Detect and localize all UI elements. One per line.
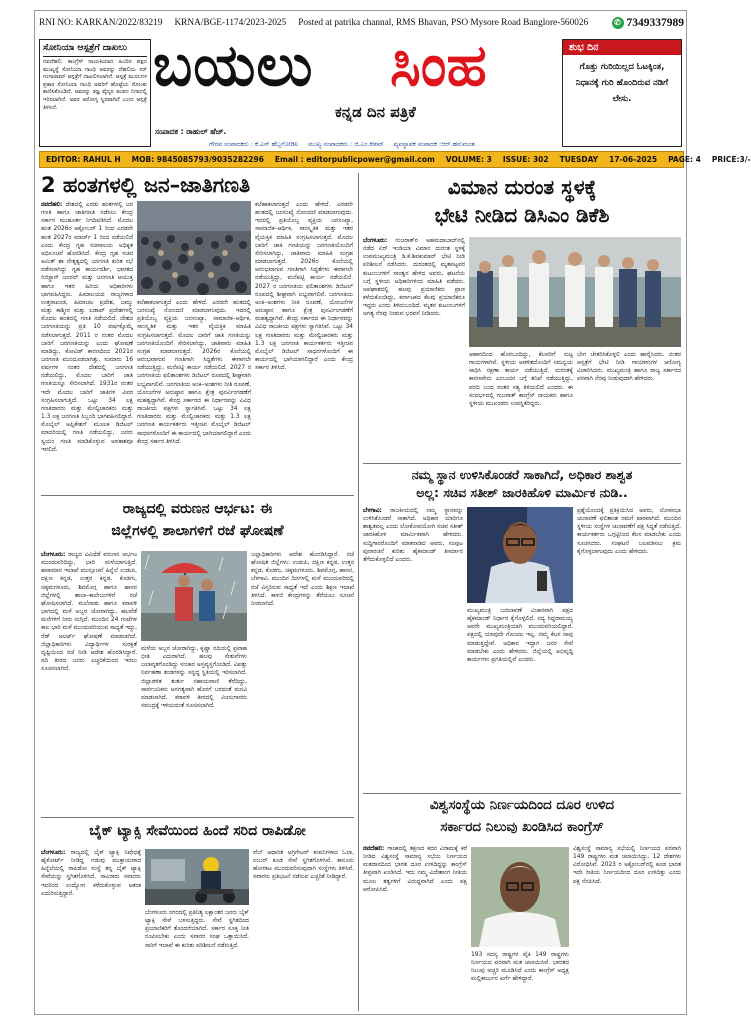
divider — [41, 817, 354, 818]
rain-headline-2: ಜಿಲ್ಲೆಗಳಲ್ಲಿ ಶಾಲಾಗಳಿಗೆ ರಜೆ ಘೋಷಣೆ — [111, 523, 284, 539]
rapido-photo — [145, 849, 249, 905]
satish-body-b: ಮುಖ್ಯಮಂತ್ರಿ ಬದಲಾವಣೆ ವಿಚಾರವಾಗಿ ಪಕ್ಷದ ಹೈಕಮಾಂಡ್ ನಿರ್ಧಾರ ಕೈಗೊಳ್ಳಲಿದೆ. ಸದ್ಯ ಸಿದ್ದರಾಮಯ್ಯ ಅವರೇ ಮುಖ್ಯಮಂತ್ರಿಯಾಗಿ ಮುಂದುವರಿಯಲಿದ್ದಾರೆ. ಪಕ್ಷದಲ್ಲಿ ಯಾವುದೇ ಗೊಂದಲ ಇಲ್ಲ. ನಮ್ಮ ಕೆಲಸ ನಾವು ಮಾಡುತ್ತಿದ್ದೇವೆ. ಅಧಿಕಾರ ಇದ್ದಾಗ ಜನರ ಸೇವೆ ಮಾಡಬೇಕು ಎಂದು ಹೇಳಿದರು. ಜಿಲ್ಲೆಯಲ್ಲಿ ಅಭಿವೃದ್ಧಿ ಕಾರ್ಯಗಳು ಪ್ರಗತಿಯಲ್ಲಿವೆ ಎಂದರು. — [467, 608, 573, 663]
whatsapp-icon: ✆ — [612, 17, 624, 29]
registration-strip — [39, 14, 684, 32]
info-email: Email : editorpublicpower@gmail.com — [274, 155, 435, 164]
rain-body-c: ಜಲ್ಲಾಧಿಕಾರಿಗಳು ಆದೇಶ ಹೊರಡಿಸಿದ್ದಾರೆ. ರಜೆ ಘೋಷಿತ ಜಿಲ್ಲೆಗಳು: ಉಡುಪಿ, ದಕ್ಷಿಣ ಕನ್ನಡ, ಉತ್ತರ ಕನ್ನಡ, ಕೊಡಗು, ಚಿಕ್ಕಮಗಳೂರು, ಶಿವಮೊಗ್ಗ, ಹಾಸನ, ಬೆಳಗಾವಿ. ಮುಂದಿನ ದಿನಗಳಲ್ಲಿ ಮಳೆ ಮುಂದುವರಿದಲ್ಲಿ ರಜೆ ವಿಸ್ತರಿಸುವ ಸಾಧ್ಯತೆ ಇದೆ ಎಂದು ಶಿಕ್ಷಣ ಇಲಾಖೆ ತಿಳಿಸಿದೆ. ಕಾಳಜಿ ಕೇಂದ್ರಗಳನ್ನು ತೆರೆಯಲು ಸೂಚನೆ ನೀಡಲಾಗಿದೆ. — [251, 552, 354, 607]
info-mob: MOB: 9845085793/9035282296 — [131, 155, 264, 164]
divider — [41, 495, 354, 496]
plane-crash-body-c: ಬೇಗ ಚೇತರಿಸಿಕೊಳ್ಳಲಿ ಎಂದು ಹಾರೈಸಿದರು. ನಂತರ ಆಸ್ಪತ್ರೆಗೆ ಭೇಟಿ ನೀಡಿ ಗಾಯಾಳುಗಳ ಆರೋಗ್ಯ ವಿಚಾರಿಸಿದರು. ಮುಖ್ಯಮಂತ್ರಿ ಹಾಗೂ ರಾಜ್ಯ ಸರ್ಕಾರದ ಪರವಾಗಿ ನೆರವು ನೀಡುವುದಾಗಿ ಹೇಳಿದರು. — [577, 352, 681, 383]
rain-body-b: ಮಳೆಯ ಅಬ್ಬರ ಜೋರಾಗಿದ್ದು, ಕೃಷ್ಣಾ ನದಿಯಲ್ಲಿ ಪ್ರವಾಹ ಭೀತಿ ಎದುರಾಗಿದೆ. ಹಲವು ಸೇತುವೆಗಳು ಜಲಾವೃತಗೊಂಡಿದ್ದು ಸಂಚಾರ ಅಸ್ತವ್ಯಸ್ತಗೊಂಡಿದೆ. ವಿಪತ್ತು ನಿರ್ವಹಣಾ ತಂಡಗಳನ್ನು ಸನ್ನದ್ಧ ಸ್ಥಿತಿಯಲ್ಲಿ ಇರಿಸಲಾಗಿದೆ. ಜಿಲ್ಲಾಡಳಿತ ತುರ್ತು ಸಹಾಯವಾಣಿ ತೆರೆದಿದ್ದು, ಸಾರ್ವಜನಿಕರು ಅನಗತ್ಯವಾಗಿ ಹೊರಗೆ ಬರದಂತೆ ಮನವಿ ಮಾಡಲಾಗಿದೆ. ಕರಾವಳಿ ತೀರದಲ್ಲಿ ಮೀನುಗಾರರು ಸಮುದ್ರಕ್ಕೆ ಇಳಿಯದಂತೆ ಸೂಚಿಸಲಾಗಿದೆ. — [141, 646, 247, 710]
credit-1: ಗೌರವ ಸಂಪಾದಕರು : ಕೆ.ಎನ್ ಹೆಬ್ಬಗೋಡಿನಿ — [209, 141, 299, 148]
column-divider — [358, 173, 359, 1011]
satish-photo — [467, 507, 573, 603]
tagline: ಕನ್ನಡ ದಿನ ಪತ್ರಿಕೆ — [335, 103, 416, 121]
satish-headline-2: ಅಲ್ಲ: ಸಚಿವ ಸತೀಶ್ ಜಾರಕಿಹೊಳಿ ಮಾರ್ಮಿಕ ನುಡಿ.. — [416, 485, 628, 500]
editor-line: ಸಂಪಾದಕ : ರಾಹುಲ್ ಹೆಚ್. — [155, 127, 227, 136]
satish-body-c: ಪ್ರಶ್ನೆಯೊಂದಕ್ಕೆ ಪ್ರತಿಕ್ರಿಯಿಸಿದ ಅವರು, ಲೋಕಸಭಾ ಚುನಾವಣೆ ಫಲಿತಾಂಶ ನಮಗೆ ಪಾಠವಾಗಿದೆ. ಮುಂದಿನ ಸ್ಥಳೀಯ ಸಂಸ್ಥೆಗಳ ಚುನಾವಣೆಗೆ ಪಕ್ಷ ಸಿದ್ಧತೆ ನಡೆಸುತ್ತಿದೆ. ಕಾರ್ಯಕರ್ತರು ಒಗ್ಗಟ್ಟಿನಿಂದ ಕೆಲಸ ಮಾಡಬೇಕು ಎಂದು ಸೂಚಿಸಿದರು. ಸಂಘಟನೆ ಬಲಪಡಿಸಲು ಕ್ರಮ ಕೈಗೊಳ್ಳಲಾಗುವುದು ಎಂದು ಹೇಳಿದರು. — [577, 508, 681, 555]
masthead-black: ಬಯಲು — [153, 31, 314, 99]
posted-info: Posted at patrika channal, RMS Bhavan, PSO Mysore Road Banglore-560026 — [298, 18, 589, 28]
dk-shivakumar-visit-photo — [469, 237, 681, 347]
caste-census-body-a: ನವದೆಹಲಿ: ದೇಶದಲ್ಲಿ ಎರಡು ಹಂತಗಳಲ್ಲಿ ಜನ ಗಣತಿ ಹಾಗೂ ಜಾತಿಗಣತಿ ನಡೆಸಲು ಕೇಂದ್ರ ಸರ್ಕಾರ ಮುಹೂರ್ತ ನಿಗದಿಪಡಿಸಿದೆ. ಮೊದಲ ಹಂತ 2026ರ ಅಕ್ಟೋಬರ್ 1 ರಿಂದ ಎರಡನೇ ಹಂತ 2027ರ ಮಾರ್ಚ್ 1 ರಿಂದ ನಡೆಯಲಿದೆ ಎಂದು ಕೇಂದ್ರ ಗೃಹ ಸಚಿವಾಲಯ ಅಧಿಕೃತ ಅಧಿಸೂಚನೆ ಹೊರಡಿಸಿದೆ. ಕೇಂದ್ರ ಗೃಹ ಸಚಿವ ಅಮಿತ್ ಶಾ ನೇತೃತ್ವದಲ್ಲಿ ಜನಗಣತಿ ಕುರಿತ ಸಭೆ ನಡೆಸಲಾಗಿದ್ದು ಗೃಹ ಕಾರ್ಯದರ್ಶಿ, ಭಾರತದ ರಿಜಿಸ್ಟ್ರಾರ್ ಜನರಲ್ ಮತ್ತು ಜನಗಣತಿ ಆಯುಕ್ತ ಹಾಗೂ ಇತರ ಹಿರಿಯ ಅಧಿಕಾರಿಗಳು ಭಾಗವಹಿಸಿದ್ದರು. ಹಿಮಾಲಯದ ರಾಜ್ಯಗಳಾದ ಉತ್ತರಾಖಂಡ, ಹಿಮಾಚಲ ಪ್ರದೇಶ, ಜಮ್ಮು ಮತ್ತು ಕಾಶ್ಮೀರ ಮತ್ತು ಲಡಾಖ್ ಪ್ರದೇಶಗಳಲ್ಲಿ ಮೊದಲ ಹಂತದಲ್ಲಿ ಗಣತಿ ನಡೆಯಲಿದೆ. ದೇಶದ ಜನಗಣತಿಯನ್ನು ಪ್ರತಿ 10 ವರ್ಷಕ್ಕೊಮ್ಮೆ ನಡೆಸಲಾಗುತ್ತದೆ. 2011 ರ ನಂತರ ಮೊದಲ ಬಾರಿಗೆ ಜನಗಣತಿಯನ್ನು ಎಂದು ಘೋಷಣೆ ಮಾಡಿದ್ದು, ಕೋವಿಡ್ ಕಾರಣದಿಂದ 2021ರ ಜನಗಣತಿ ಮುಂದೂಡಲಾಗಿತ್ತು. ಸುಮಾರು 16 ವರ್ಷಗಳ ನಂತರ ದೇಶದಲ್ಲಿ ಜನಗಣತಿ ನಡೆಯಲಿದ್ದು, ಮೊದಲ ಬಾರಿಗೆ ಜಾತಿ ಗಣತಿಯನ್ನೂ ಸೇರಿಸಲಾಗಿದೆ. 1931ರ ನಂತರ ಇದೇ ಮೊದಲ ಬಾರಿಗೆ ಜಾತಿಗಳ ವಿವರ ಸಂಗ್ರಹಿಸಲಾಗುತ್ತಿದೆ. ಒಟ್ಟು 34 ಲಕ್ಷ ಗಣತಿದಾರರು ಮತ್ತು ಮೇಲ್ವಿಚಾರಕರು ಮತ್ತು 1.3 ಲಕ್ಷ ಜನಗಣತಿ ಸಿಬ್ಬಂದಿ ಭಾಗವಹಿಸಲಿದ್ದಾರೆ. ಮೊಬೈಲ್ ಅಪ್ಲಿಕೇಶನ್ ಮೂಲಕ ಡಿಜಿಟಲ್ ಮಾದರಿಯಲ್ಲಿ ಗಣತಿ ನಡೆಯಲಿದ್ದು, ಜನರು ಸ್ವಯಂ ಗಣತಿ ಮಾಡಿಕೊಳ್ಳುವ ಅವಕಾಶವೂ ಇರಲಿದೆ. — [41, 202, 133, 453]
divider — [363, 463, 681, 464]
newspaper-page — [34, 10, 751, 1015]
credit-3: ವ್ಯವಸ್ಥಾಪಕ ಸಂಪಾದಕ :ಆರ್.ಹನುಮಂತ — [393, 141, 475, 148]
credit-2: ಮುಖ್ಯ ಸಂಪಾದಕರು : ಜಿ.ಎಂ.ಕೀಶವ್ — [308, 141, 384, 148]
phone-number: ✆ 7349337989 — [612, 17, 685, 29]
satish-headline-1: ನಮ್ಮ ಸ್ಥಾನ ಉಳಿಸಿಕೊಂಡರೆ ಸಾಕಾಗಿದೆ, ಅಧಿಕಾರ ಶಾಶ್ವತ — [411, 467, 633, 482]
rapido-headline: ಬೈಕ್ ಟ್ಯಾಕ್ಸಿ ಸೇವೆಯಿಂದ ಹಿಂದೆ ಸರಿದ ರಾಪಿಡೋ — [89, 823, 306, 839]
rain-photo — [141, 551, 247, 641]
congress-body-b: 193 ಸದಸ್ಯ ರಾಷ್ಟ್ರಗಳ ಪೈಕಿ 149 ರಾಷ್ಟ್ರಗಳು ನಿರ್ಣಯದ ಪರವಾಗಿ ಮತ ಚಲಾಯಿಸಿವೆ. ಭಾರತದ ನಿಲುವು ಅಚ್ಚರಿ ಮೂಡಿಸಿದೆ ಎಂದು ಕಾಂಗ್ರೆಸ್ ಅಧ್ಯಕ್ಷ ಮಲ್ಲಿಕಾರ್ಜುನ ಖರ್ಗೆ ಹೇಳಿದ್ದಾರೆ. — [471, 952, 569, 983]
info-page: PAGE: 4 — [668, 155, 701, 164]
thought-box — [562, 39, 682, 147]
info-issue: ISSUE: 302 — [502, 155, 549, 164]
krna-no: KRNA/BGE-1174/2023-2025 — [174, 18, 287, 28]
info-date: 17-06-2025 — [609, 155, 658, 164]
divider — [363, 793, 681, 794]
reg-no: RNI NO: KARKAN/2022/83219 — [39, 18, 163, 28]
rain-headline-1: ರಾಜ್ಯದಲ್ಲಿ ವರುಣನ ಆರ್ಭಟ: ಈ — [122, 501, 273, 517]
info-price: PRICE:3/- — [711, 155, 751, 164]
crowd-photo — [137, 201, 251, 295]
congress-headline-2: ಸರ್ಕಾರದ ನಿಲುವು ಖಂಡಿಸಿದ ಕಾಂಗ್ರೆಸ್ — [440, 819, 604, 835]
caste-census-headline: 2 ಹಂತಗಳಲ್ಲಿ ಜನ–ಜಾತಿಗಣತಿ — [41, 173, 251, 197]
caste-census-body-c: ಕಲೆಹಾಕಲಾಗುತ್ತದೆ ಎಂದು ಹೇಳಿದೆ. ಎರಡನೇ ಹಂತದಲ್ಲಿ ಜನಸಂಖ್ಯೆ ನೋಂದಣಿ ಮಾಡಲಾಗುವುದು. ಇದರಲ್ಲಿ ಪ್ರತಿಯೊಬ್ಬ ವ್ಯಕ್ತಿಯ ಜನಸಂಖ್ಯಾ, ಸಾಮಾಜಿಕ–ಆರ್ಥಿಕ, ಸಾಂಸ್ಕೃತಿಕ ಮತ್ತು ಇತರ ವೈಯಕ್ತಿಕ ಮಾಹಿತಿ ಸಂಗ್ರಹಿಸಲಾಗುತ್ತದೆ. ಮೊದಲ ಬಾರಿಗೆ ಜಾತಿ ಗಣತಿಯನ್ನು ಜನಗಣತಿಯೊಂದಿಗೆ ಸೇರಿಸಲಾಗಿದ್ದು, ಜಾತಿವಾರು ಮಾಹಿತಿ ಸಂಗ್ರಹ ಮಾಡಲಾಗುತ್ತದೆ. 2026ರ ಕೊನೆಯಲ್ಲಿ ಆರಂಭವಾಗುವ ಗಣತಿಗಾಗಿ ಸಿದ್ಧತೆಗಳು ಈಗಾಗಲೇ ನಡೆಯುತ್ತಿದ್ದು, ಮನೆಪಟ್ಟಿ ಕಾರ್ಯ ನಡೆಯಲಿದೆ. 2027 ರ ಜನಗಣತಿಯ ಫಲಿತಾಂಶಗಳು ಡಿಜಿಟಲ್ ರೂಪದಲ್ಲಿ ಶೀಘ್ರವಾಗಿ ಲಭ್ಯವಾಗಲಿವೆ. ಜನಗಣತಿಯ ಅಂಕಿ–ಅಂಶಗಳು ನೀತಿ ರೂಪಣೆ, ಯೋಜನೆಗಳ ಅನುಷ್ಠಾನ ಹಾಗೂ ಕ್ಷೇತ್ರ ಪುನರ್ವಿಂಗಡಣೆಗೆ ಮಹತ್ವದ್ದಾಗಿವೆ. ಕೇಂದ್ರ ಸರ್ಕಾರದ ಈ ನಿರ್ಧಾರವನ್ನು ವಿವಿಧ ರಾಜಕೀಯ ಪಕ್ಷಗಳು ಸ್ವಾಗತಿಸಿವೆ. ಒಟ್ಟು 34 ಲಕ್ಷ ಗಣತಿದಾರರು ಮತ್ತು ಮೇಲ್ವಿಚಾರಕರು ಮತ್ತು 1.3 ಲಕ್ಷ ಜನಗಣತಿ ಕಾರ್ಯಕರ್ತರು ಇತ್ತೀಚಿನ ಮೊಬೈಲ್ ಡಿಜಿಟಲ್ ಸಾಧನಗಳೊಂದಿಗೆ ಈ ಕಾರ್ಯದಲ್ಲಿ ಭಾಗಿಯಾಗಲಿದ್ದಾರೆ ಎಂದು ಕೇಂದ್ರ ಸರ್ಕಾರ ತಿಳಿಸಿದೆ. — [255, 202, 353, 372]
left-news-box — [39, 39, 151, 147]
congress-headline-1: ವಿಶ್ವಸಂಸ್ಥೆಯ ನಿರ್ಣಯದಿಂದ ದೂರ ಉಳಿದ — [429, 797, 615, 813]
rapido-body-a: ಬೆಂಗಳೂರು: ರಾಜ್ಯದಲ್ಲಿ ಬೈಕ್ ಟ್ಯಾಕ್ಸಿ ನಿಷೇಧಕ್ಕೆ ಹೈಕೋರ್ಟ್ ನೀಡಿದ್ದ ಗಡುವು ಮುಕ್ತಾಯವಾದ ಹಿನ್ನೆಲೆಯಲ್ಲಿ ರಾಪಿಡೋ ಸಂಸ್ಥೆ ತನ್ನ ಬೈಕ್ ಟ್ಯಾಕ್ಸಿ ಸೇವೆಯನ್ನು ಸ್ಥಗಿತಗೊಳಿಸಿದೆ. ಸಾವಿರಾರು ಸವಾರರು ಇದರಿಂದ ಉದ್ಯೋಗ ಕಳೆದುಕೊಳ್ಳುವ ಆತಂಕ ಎದುರಿಸುತ್ತಿದ್ದಾರೆ. — [41, 850, 141, 897]
rain-body-a: ಬೆಂಗಳೂರು: ರಾಜ್ಯದ ವಿವಿಧೆಡೆ ವರುಣನ ಆರ್ಭಟ ಮುಂದುವರಿದಿದ್ದು, ಭಾರಿ ಮಳೆಯಾಗುತ್ತಿದೆ. ಹವಾಮಾನ ಇಲಾಖೆ ಮುನ್ಸೂಚನೆ ಹಿನ್ನೆಲೆ ಉಡುಪಿ, ದಕ್ಷಿಣ ಕನ್ನಡ, ಉತ್ತರ ಕನ್ನಡ, ಕೊಡಗು, ಚಿಕ್ಕಮಗಳೂರು, ಶಿವಮೊಗ್ಗ ಹಾಗೂ ಹಾಸನ ಜಿಲ್ಲೆಗಳಲ್ಲಿ ಶಾಲಾ–ಕಾಲೇಜುಗಳಿಗೆ ರಜೆ ಘೋಷಿಸಲಾಗಿದೆ. ಮಲೆನಾಡು ಹಾಗೂ ಕರಾವಳಿ ಭಾಗದಲ್ಲಿ ಮಳೆ ಅಬ್ಬರ ಜೋರಾಗಿದ್ದು, ಹಲವೆಡೆ ಮನೆಗಳಿಗೆ ನೀರು ನುಗ್ಗಿದೆ. ಮುಂದಿನ 24 ಗಂಟೆಗಳ ಕಾಲ ಭಾರಿ ಮಳೆ ಮುಂದುವರಿಯುವ ಸಾಧ್ಯತೆ ಇದ್ದು, ರೆಡ್ ಅಲರ್ಟ್ ಘೋಷಣೆ ಮಾಡಲಾಗಿದೆ. ಜಿಲ್ಲಾಧಿಕಾರಿಗಳು ವಿದ್ಯಾರ್ಥಿಗಳ ಸುರಕ್ಷತೆ ದೃಷ್ಟಿಯಿಂದ ರಜೆ ನೀಡಿ ಆದೇಶ ಹೊರಡಿಸಿದ್ದಾರೆ. ನದಿ ತೀರದ ಜನರು ಎಚ್ಚರಿಕೆಯಿಂದ ಇರಲು ಸೂಚಿಸಲಾಗಿದೆ. — [41, 552, 137, 673]
info-day: TUESDAY — [559, 155, 599, 164]
plane-crash-headline-2: ಭೇಟಿ ನೀಡಿದ ಡಿಸಿಎಂ ಡಿಕೆಶಿ — [434, 203, 610, 227]
info-editor: EDITOR: RAHUL H — [46, 155, 121, 164]
satish-body-a: ಬೆಳಗಾವಿ: ರಾಜಕೀಯದಲ್ಲಿ ನಮ್ಮ ಸ್ಥಾನವನ್ನು ಉಳಿಸಿಕೊಂಡರೆ ಸಾಕಾಗಿದೆ. ಅಧಿಕಾರ ಯಾರಿಗೂ ಶಾಶ್ವತವಲ್ಲ ಎಂದು ಲೋಕೋಪಯೋಗಿ ಸಚಿವ ಸತೀಶ್ ಜಾರಕಿಹೊಳಿ ಮಾರ್ಮಿಕವಾಗಿ ಹೇಳಿದರು. ಸುದ್ದಿಗಾರರೊಂದಿಗೆ ಮಾತನಾಡಿದ ಅವರು, ಸಂಪುಟ ಪುನಾರಚನೆ ಕುರಿತು ಹೈಕಮಾಂಡ್ ತೀರ್ಮಾನ ತೆಗೆದುಕೊಳ್ಳಲಿದೆ ಎಂದರು. — [363, 508, 463, 563]
plane-crash-body-b: ಆಹಾರದಿಂದ ಹೊರಬಂದಿದ್ದು, ಕೆಲವರಿಗೆ ಸುಟ್ಟ ಗಾಯಗಳಾಗಿವೆ. ಸ್ಥಳೀಯ ಆಡಳಿತದೊಂದಿಗೆ ಸಮನ್ವಯ ಸಾಧಿಸಿ ರಕ್ಷಣಾ ಕಾರ್ಯ ನಡೆಯುತ್ತಿದೆ. ದುರಂತಕ್ಕೆ ಕಾರಣವೇನು ಎಂಬುದರ ಬಗ್ಗೆ ತನಿಖೆ ನಡೆಯುತ್ತಿದ್ದು, ವರದಿ ಬಂದ ನಂತರ ಸತ್ಯ ತಿಳಿಯಲಿದೆ ಎಂದರು. ಈ ಸಂದರ್ಭದಲ್ಲಿ ಗುಜರಾತ್ ಕಾಂಗ್ರೆಸ್ ನಾಯಕರು ಹಾಗೂ ಸ್ಥಳೀಯ ಮುಖಂಡರು ಉಪಸ್ಥಿತರಿದ್ದರು. — [469, 352, 573, 407]
info-bar — [39, 151, 751, 168]
thought-title: ಶುಭ ದಿನ — [563, 40, 681, 55]
kharge-photo — [471, 847, 569, 947]
rapido-body-b: ಬೆಂಗಳೂರು ನಗರದಲ್ಲಿ ಪ್ರತಿನಿತ್ಯ ಲಕ್ಷಾಂತರ ಜನರು ಬೈಕ್ ಟ್ಯಾಕ್ಸಿ ಸೇವೆ ಬಳಸುತ್ತಿದ್ದರು. ಸೇವೆ ಸ್ಥಗಿತದಿಂದ ಪ್ರಯಾಣಿಕರಿಗೆ ತೊಂದರೆಯಾಗಿದೆ. ಸರ್ಕಾರ ಸೂಕ್ತ ನೀತಿ ರೂಪಿಸಬೇಕು ಎಂದು ಸವಾರರ ಸಂಘ ಒತ್ತಾಯಿಸಿದೆ. ಸಾರಿಗೆ ಇಲಾಖೆ ಈ ಕುರಿತು ಪರಿಶೀಲನೆ ನಡೆಸುತ್ತಿದೆ. — [145, 910, 249, 949]
rapido-body-c: ವೆಬ್ ಆಧಾರಿತ ಅಗ್ರಿಗೇಟರ್ ಕಂಪನಿಗಳಾದ ಓಲಾ, ಉಬರ್ ಕೂಡ ಸೇವೆ ಸ್ಥಗಿತಗೊಳಿಸಿವೆ. ಕಾನೂನು ಹೋರಾಟ ಮುಂದುವರಿಸುವುದಾಗಿ ಸಂಸ್ಥೆಗಳು ತಿಳಿಸಿವೆ. ಸವಾರರು ಪ್ರತಿಭಟನೆ ನಡೆಸುವ ಎಚ್ಚರಿಕೆ ನೀಡಿದ್ದಾರೆ. — [253, 850, 354, 881]
congress-body-a: ನವದೆಹಲಿ: ಗಾಜಾದಲ್ಲಿ ತಕ್ಷಣದ ಕದನ ವಿರಾಮಕ್ಕೆ ಕರೆ ನೀಡಿದ ವಿಶ್ವಸಂಸ್ಥೆ ಸಾಮಾನ್ಯ ಸಭೆಯ ನಿರ್ಣಯದ ಮತದಾನದಿಂದ ಭಾರತ ದೂರ ಉಳಿದಿದ್ದನ್ನು ಕಾಂಗ್ರೆಸ್ ತೀವ್ರವಾಗಿ ಖಂಡಿಸಿದೆ. ಇದು ನಮ್ಮ ವಿದೇಶಾಂಗ ನೀತಿಯ ಮೂಲ ತತ್ವಗಳಿಗೆ ವಿರುದ್ಧವಾಗಿದೆ ಎಂದು ಪಕ್ಷ ಆರೋಪಿಸಿದೆ. — [363, 846, 467, 893]
plane-crash-body-a: ಬೆಂಗಳೂರು: ಗುಜರಾತ್‌ನ ಅಹಮದಾಬಾದ್‌ನಲ್ಲಿ ನಡೆದ ಏರ್ ಇಂಡಿಯಾ ವಿಮಾನ ದುರಂತ ಸ್ಥಳಕ್ಕೆ ಉಪಮುಖ್ಯಮಂತ್ರಿ ಡಿ.ಕೆ.ಶಿವಕುಮಾರ್ ಭೇಟಿ ನೀಡಿ ಪರಿಶೀಲನೆ ನಡೆಸಿದರು. ದುರಂತದಲ್ಲಿ ಮೃತಪಟ್ಟವರ ಕುಟುಂಬಗಳಿಗೆ ಸಾಂತ್ವನ ಹೇಳಿದ ಅವರು, ಘಟನೆಯ ಬಗ್ಗೆ ಸ್ಥಳೀಯ ಅಧಿಕಾರಿಗಳಿಂದ ಮಾಹಿತಿ ಪಡೆದರು. ಅಪಘಾತದಲ್ಲಿ ಹಲವು ಪ್ರಯಾಣಿಕರು ಪ್ರಾಣ ಕಳೆದುಕೊಂಡಿದ್ದು, ಕರ್ನಾಟಕದ ಕೆಲವು ಪ್ರಯಾಣಿಕರೂ ಇದ್ದರು ಎಂದು ತಿಳಿದುಬಂದಿದೆ. ಮೃತರ ಕುಟುಂಬಗಳಿಗೆ ಅಗತ್ಯ ನೆರವು ನೀಡುವ ಭರವಸೆ ನೀಡಿದರು. — [363, 238, 465, 318]
left-box-text: ನವದೆಹಲಿ: ಕಾಂಗ್ರೆಸ್ ನಾಯಕಿಯಾದ ಹಿಂದಿನ ಪಕ್ಷದ ಮುಖ್ಯಸ್ಥೆ ಸೋನಿಯಾ ಗಾಂಧಿ ಅವರನ್ನು ದೆಹಲಿಯ ಸರ್ ಗಂಗಾರಾಮ್ ಆಸ್ಪತ್ರೆಗೆ ದಾಖಲಿಸಲಾಗಿದೆ. ಆಸ್ಪತ್ರೆ ಮೂಲಗಳ ಪ್ರಕಾರ ಸೋನಿಯಾ ಗಾಂಧಿ ಅವರಿಗೆ ಹೊಟ್ಟೆಯ ಸೋಂಕು ಕಾಣಿಸಿಕೊಂಡಿದೆ. ಅವರನ್ನು ತಜ್ಞ ವೈದ್ಯರ ತಂಡದ ನಿಗಾದಲ್ಲಿ ಇರಿಸಲಾಗಿದೆ. ಅವರ ಆರೋಗ್ಯ ಸ್ಥಿರವಾಗಿದೆ ಎಂದು ಆಸ್ಪತ್ರೆ ತಿಳಿಸಿದೆ. — [43, 59, 147, 111]
credits-row — [209, 141, 589, 149]
info-volume: VOLUME: 3 — [445, 155, 492, 164]
left-box-title: ಸೋನಿಯಾ ಆಸ್ಪತ್ರೆಗೆ ದಾಖಲು — [43, 43, 147, 57]
caste-census-body-b: ಕಲೆಹಾಕಲಾಗುತ್ತದೆ ಎಂದು ಹೇಳಿದೆ. ಎರಡನೇ ಹಂತದಲ್ಲಿ ಜನಸಂಖ್ಯೆ ನೋಂದಣಿ ಮಾಡಲಾಗುವುದು. ಇದರಲ್ಲಿ ಪ್ರತಿಯೊಬ್ಬ ವ್ಯಕ್ತಿಯ ಜನಸಂಖ್ಯಾ, ಸಾಮಾಜಿಕ–ಆರ್ಥಿಕ, ಸಾಂಸ್ಕೃತಿಕ ಮತ್ತು ಇತರ ವೈಯಕ್ತಿಕ ಮಾಹಿತಿ ಸಂಗ್ರಹಿಸಲಾಗುತ್ತದೆ. ಮೊದಲ ಬಾರಿಗೆ ಜಾತಿ ಗಣತಿಯನ್ನು ಜನಗಣತಿಯೊಂದಿಗೆ ಸೇರಿಸಲಾಗಿದ್ದು, ಜಾತಿವಾರು ಮಾಹಿತಿ ಸಂಗ್ರಹ ಮಾಡಲಾಗುತ್ತದೆ. 2026ರ ಕೊನೆಯಲ್ಲಿ ಆರಂಭವಾಗುವ ಗಣತಿಗಾಗಿ ಸಿದ್ಧತೆಗಳು ಈಗಾಗಲೇ ನಡೆಯುತ್ತಿದ್ದು, ಮನೆಪಟ್ಟಿ ಕಾರ್ಯ ನಡೆಯಲಿದೆ. 2027 ರ ಜನಗಣತಿಯ ಫಲಿತಾಂಶಗಳು ಡಿಜಿಟಲ್ ರೂಪದಲ್ಲಿ ಶೀಘ್ರವಾಗಿ ಲಭ್ಯವಾಗಲಿವೆ. ಜನಗಣತಿಯ ಅಂಕಿ–ಅಂಶಗಳು ನೀತಿ ರೂಪಣೆ, ಯೋಜನೆಗಳ ಅನುಷ್ಠಾನ ಹಾಗೂ ಕ್ಷೇತ್ರ ಪುನರ್ವಿಂಗಡಣೆಗೆ ಮಹತ್ವದ್ದಾಗಿವೆ. ಕೇಂದ್ರ ಸರ್ಕಾರದ ಈ ನಿರ್ಧಾರವನ್ನು ವಿವಿಧ ರಾಜಕೀಯ ಪಕ್ಷಗಳು ಸ್ವಾಗತಿಸಿವೆ. ಒಟ್ಟು 34 ಲಕ್ಷ ಗಣತಿದಾರರು ಮತ್ತು ಮೇಲ್ವಿಚಾರಕರು ಮತ್ತು 1.3 ಲಕ್ಷ ಜನಗಣತಿ ಕಾರ್ಯಕರ್ತರು ಇತ್ತೀಚಿನ ಮೊಬೈಲ್ ಡಿಜಿಟಲ್ ಸಾಧನಗಳೊಂದಿಗೆ ಈ ಕಾರ್ಯದಲ್ಲಿ ಭಾಗಿಯಾಗಲಿದ್ದಾರೆ ಎಂದು ಕೇಂದ್ರ ಸರ್ಕಾರ ತಿಳಿಸಿದೆ. — [137, 300, 251, 445]
masthead-red: ಸಿಂಹ — [390, 31, 487, 99]
thought-text: ಗೊತ್ತು ಗುರಿಯಿಲ್ಲದ ಓಟಕ್ಕಿಂತ, ನಿಧಾನಕ್ಕೆ ಗುರಿ ಹೊಂದಿರುವ ನಡಿಗೆ ಲೇಸು. — [575, 62, 669, 104]
plane-crash-headline-1: ವಿಮಾನ ದುರಂತ ಸ್ಥಳಕ್ಕೆ — [447, 175, 597, 199]
congress-body-c: ವಿಶ್ವಸಂಸ್ಥೆ ಸಾಮಾನ್ಯ ಸಭೆಯಲ್ಲಿ ನಿರ್ಣಯದ ಪರವಾಗಿ 149 ರಾಷ್ಟ್ರಗಳು ಮತ ಚಲಾಯಿಸಿದ್ದು, 12 ದೇಶಗಳು ವಿರೋಧಿಸಿವೆ. 2023 ರ ಅಕ್ಟೋಬರ್‌ನಲ್ಲಿ ಕೂಡ ಭಾರತ ಇದೇ ರೀತಿಯ ನಿರ್ಣಯದಿಂದ ದೂರ ಉಳಿದಿತ್ತು ಎಂದು ಪಕ್ಷ ನೆನಪಿಸಿದೆ. — [573, 846, 681, 885]
